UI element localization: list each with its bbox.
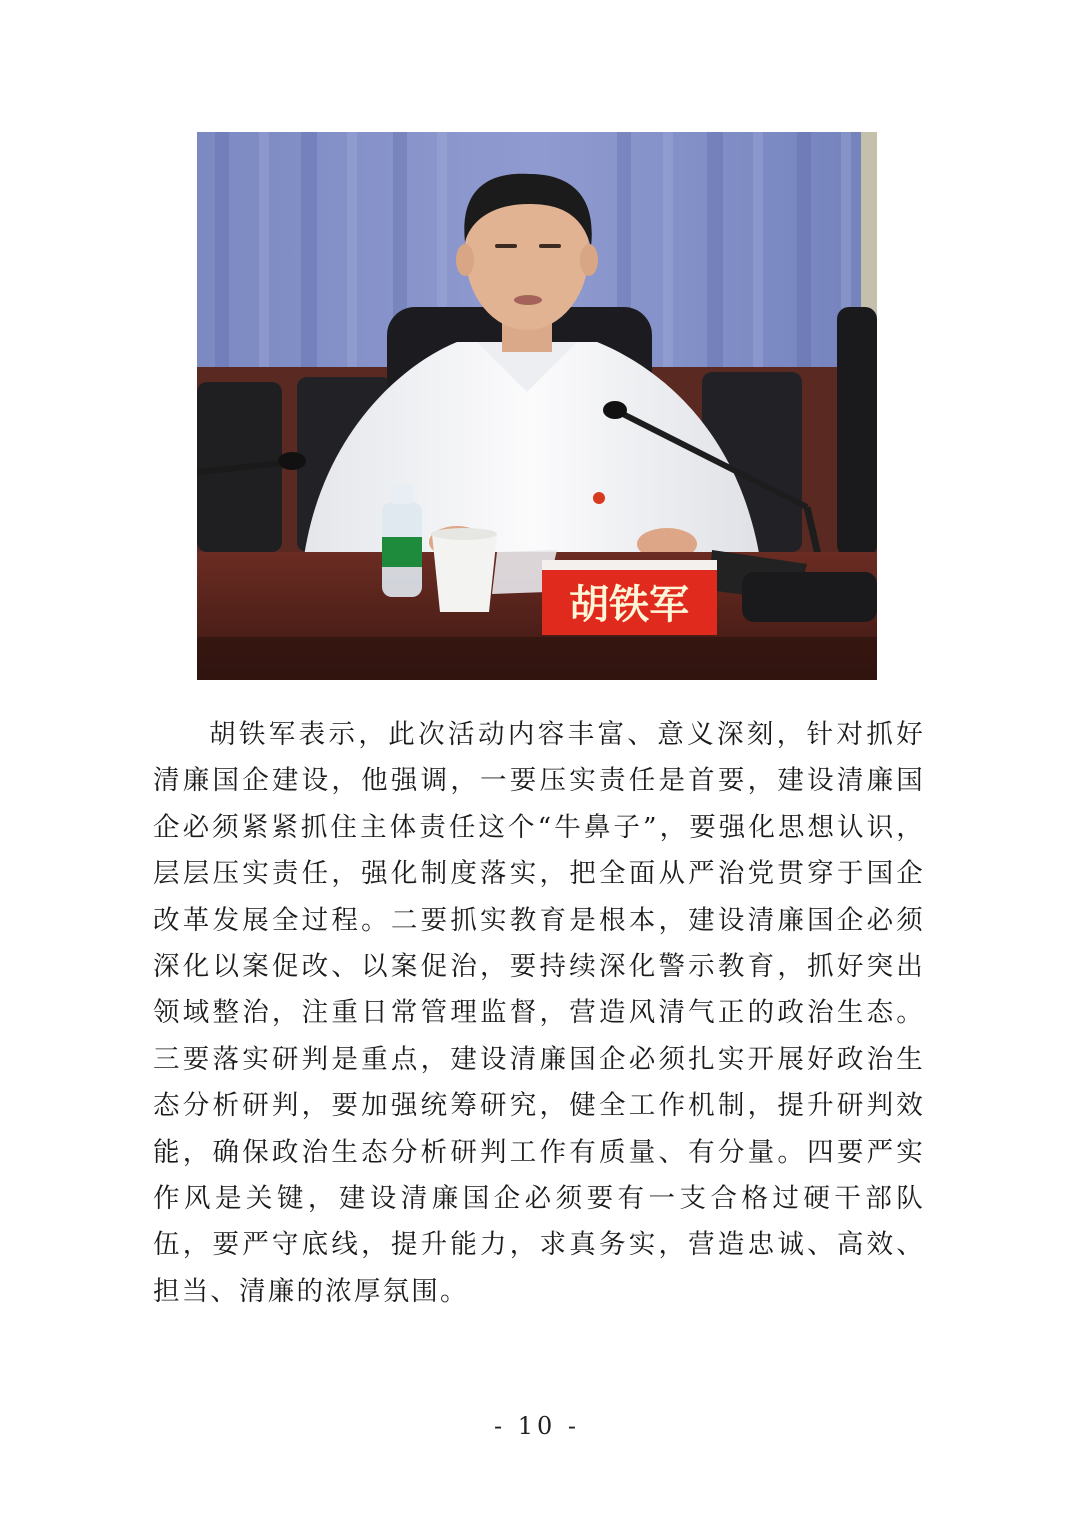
article-paragraph: 胡铁军表示，此次活动内容丰富、意义深刻，针对抓好清廉国企建设，他强调，一要压实责任是首要，建设清廉国企必须紧紧抓住主体责任这个“牛鼻子”，要强化思想认识，层层压实责任，强化制度落实，把全面从严治党贯穿于国企改革发展全过程。二要抓实教育是根本，建设清廉国企必须深化以案促改、以案促治，要持续深化警示教育，抓好突出领域整治，注重日常管理监督，营造风清气正的政治生态。三要落实研判是重点，建设清廉国企必须扎实开展好政治生态分析研判，要加强统筹研究，健全工作机制，提升研判效能，确保政治生态分析研判工作有质量、有分量。四要严实作风是关键，建设清廉国企必须要有一支合格过硬干部队伍，要严守底线，提升能力，求真务实，营造忠诚、高效、担当、清廉的浓厚氛围。 xyxy=(153,719,925,1307)
badge-icon xyxy=(593,492,605,504)
photo-illustration xyxy=(197,132,877,680)
meeting-photo xyxy=(197,132,877,680)
paper-cup xyxy=(432,534,497,612)
nameplate-label: 胡铁军 xyxy=(569,582,689,628)
page-number: - 10 - xyxy=(493,1412,580,1440)
